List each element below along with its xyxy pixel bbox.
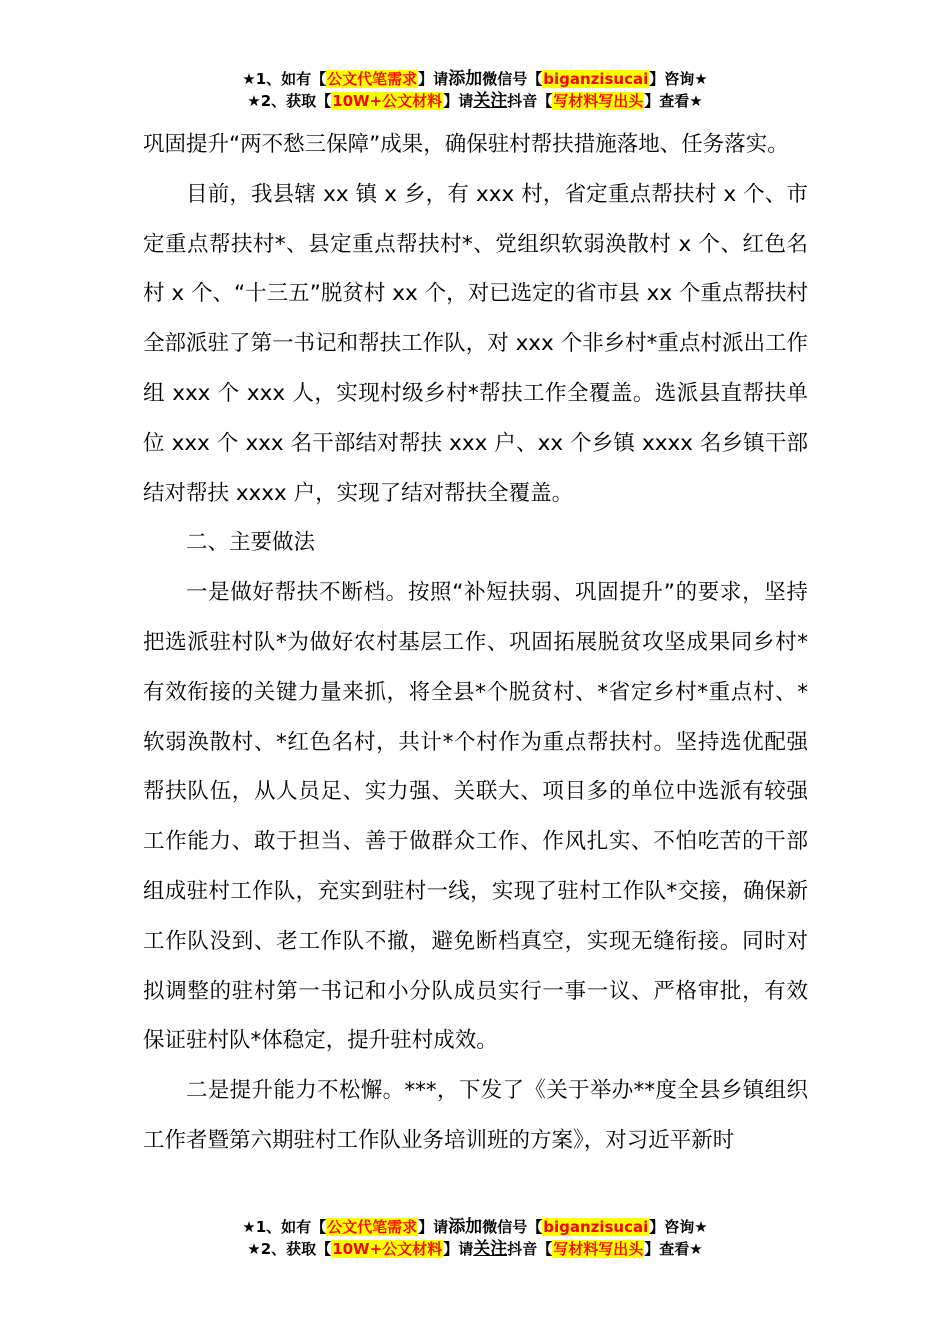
banner-text: ★1、如有【 bbox=[242, 1218, 327, 1236]
paragraph: 二是提升能力不松懈。***，下发了《关于举办**度全县乡镇组织工作者暨第六期驻村工作队业务培训班的方案》，对习近平新时 bbox=[143, 1078, 808, 1153]
section-heading: 二、主要做法 bbox=[186, 530, 316, 556]
highlight-text: 公文代笔需求 bbox=[327, 1218, 418, 1236]
douyin-id: 写材料写出头 bbox=[553, 92, 644, 110]
banner-text: ★2、获取【 bbox=[247, 92, 332, 110]
banner-text: ★2、获取【 bbox=[247, 1240, 332, 1258]
banner-text: 】请 bbox=[418, 1218, 449, 1236]
banner-text: 】查看★ bbox=[644, 92, 703, 110]
banner-text: 】请 bbox=[443, 92, 474, 110]
emphasis-text: 添加 bbox=[448, 69, 483, 89]
paragraph: 目前，我县辖 xx 镇 x 乡，有 xxx 村，省定重点帮扶村 x 个、市定重点帮扶村*、县定重点帮扶村*、党组织软弱涣散村 x 个、红色名村 x 个、“十三五”脱贫村 xx 个，对已选定的省市县 xx 个重点帮扶村全部派驻了第一书记和帮扶工作队，对 xxx 个非乡村*重点村派出工作组 xxx 个 xxx 人，实现村级乡村*帮扶工作全覆盖。选派县直帮扶单位 xxx 个 xxx 名干部结对帮扶 xxx 户、xx 个乡镇 xxxx 名乡镇干部结对帮扶 xxxx 户，实现了结对帮扶全覆盖。 bbox=[143, 181, 808, 506]
banner-text: 抖音【 bbox=[507, 1240, 553, 1258]
highlight-text: 10W+公文材料 bbox=[332, 1240, 443, 1258]
banner-line-1 bbox=[0, 68, 950, 90]
douyin-id: 写材料写出头 bbox=[553, 1240, 644, 1258]
paragraph: 巩固提升“两不愁三保障”成果，确保驻村帮扶措施落地、任务落实。 bbox=[143, 132, 789, 157]
footer-banner bbox=[0, 1216, 950, 1260]
header-banner bbox=[0, 68, 950, 112]
banner-text: 】请 bbox=[418, 70, 449, 88]
banner-text: 抖音【 bbox=[507, 92, 553, 110]
emphasis-text: 添加 bbox=[448, 1217, 483, 1237]
banner-text: ★1、如有【 bbox=[242, 70, 327, 88]
banner-text: 】咨询★ bbox=[649, 1218, 708, 1236]
emphasis-text: 关注 bbox=[473, 91, 508, 111]
wechat-id: biganzisucai bbox=[543, 70, 649, 88]
banner-line-1 bbox=[0, 1216, 950, 1238]
emphasis-text: 关注 bbox=[473, 1239, 508, 1259]
banner-text: 】查看★ bbox=[644, 1240, 703, 1258]
banner-line-2 bbox=[0, 1238, 950, 1260]
wechat-id: biganzisucai bbox=[543, 1218, 649, 1236]
banner-text: 微信号【 bbox=[482, 70, 543, 88]
banner-text: 】咨询★ bbox=[649, 70, 708, 88]
banner-line-2 bbox=[0, 90, 950, 112]
document-body bbox=[143, 120, 808, 1166]
banner-text: 】请 bbox=[443, 1240, 474, 1258]
paragraph: 一是做好帮扶不断档。按照“补短扶弱、巩固提升”的要求，坚持把选派驻村队*为做好农村基层工作、巩固拓展脱贫攻坚成果同乡村*有效衔接的关键力量来抓，将全县*个脱贫村、*省定乡村*重点村、*软弱涣散村、*红色名村，共计*个村作为重点帮扶村。坚持选优配强帮扶队伍，从人员足、实力强、关联大、项目多的单位中选派有较强工作能力、敢于担当、善于做群众工作、作风扎实、不怕吃苦的干部组成驻村工作队，充实到驻村一线，实现了驻村工作队*交接，确保新工作队没到、老工作队不撤，避免断档真空，实现无缝衔接。同时对拟调整的驻村第一书记和小分队成员实行一事一议、严格审批，有效保证驻村队*体稳定，提升驻村成效。 bbox=[143, 580, 808, 1054]
highlight-text: 10W+公文材料 bbox=[332, 92, 443, 110]
highlight-text: 公文代笔需求 bbox=[327, 70, 418, 88]
banner-text: 微信号【 bbox=[482, 1218, 543, 1236]
